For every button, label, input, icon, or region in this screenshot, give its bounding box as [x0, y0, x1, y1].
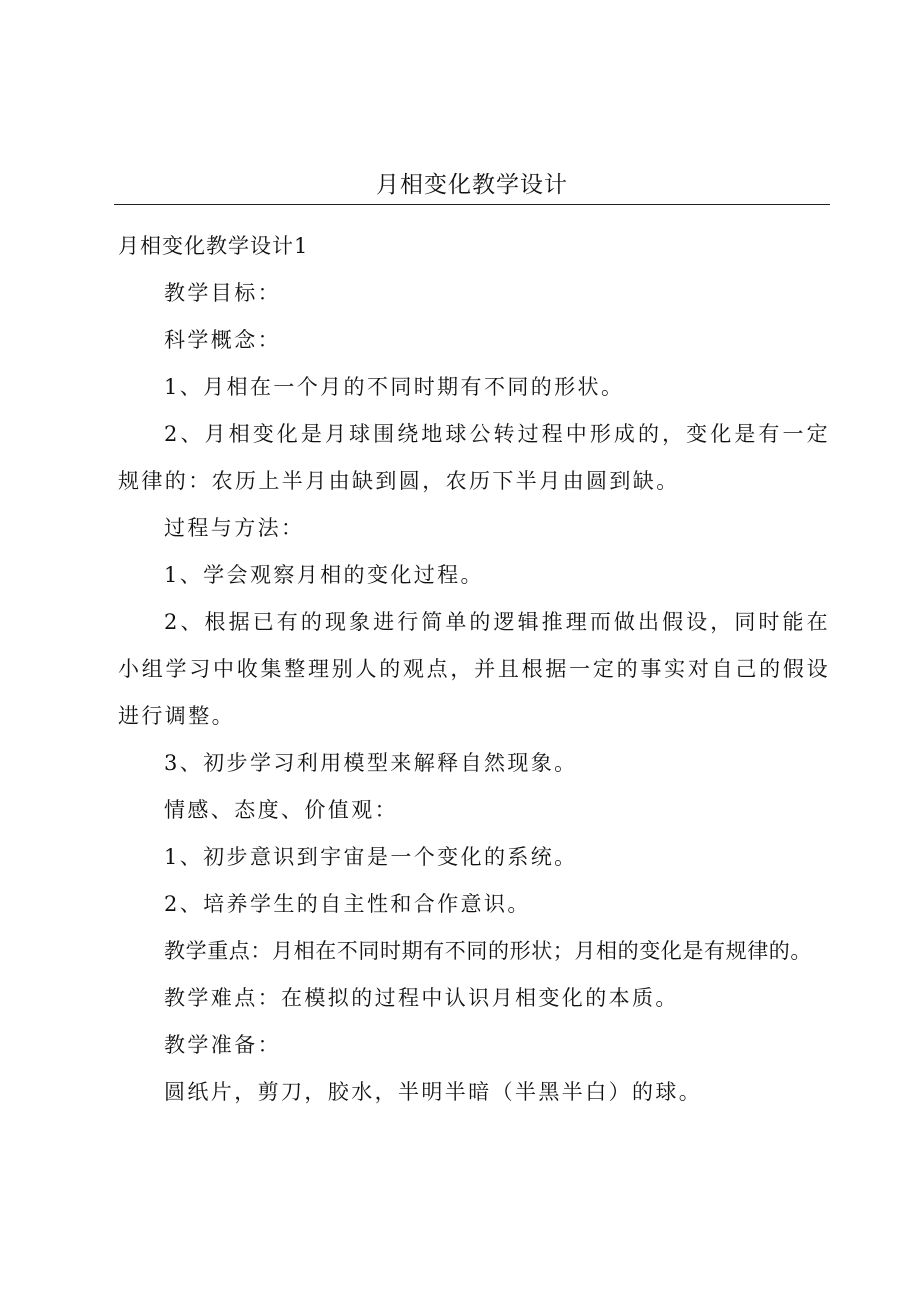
- paragraph-science-concepts: 科学概念：: [164, 328, 281, 352]
- paragraph-process-methods: 过程与方法：: [164, 516, 305, 540]
- paragraph-emotion-values: 情感、态度、价值观：: [164, 798, 398, 822]
- paragraph-method-1: 1、学会观察月相的变化过程。: [164, 563, 484, 587]
- document-body: [118, 223, 830, 1116]
- paragraph-concept-2: 2、月相变化是月球围绕地球公转过程中形成的，变化是有一定规律的：农历上半月由缺到圆，农历下半月由圆到缺。: [118, 422, 830, 493]
- paragraph-preparation: 教学准备：: [164, 1033, 281, 1057]
- title-divider: [114, 204, 830, 205]
- paragraph-materials: 圆纸片，剪刀，胶水，半明半暗（半黑半白）的球。: [164, 1080, 703, 1104]
- paragraph-method-3: 3、初步学习利用模型来解释自然现象。: [164, 751, 578, 775]
- document-title: 月相变化教学设计: [376, 172, 568, 198]
- paragraph-method-2: 2、根据已有的现象进行简单的逻辑推理而做出假设，同时能在小组学习中收集整理别人的观点，并且根据一定的事实对自己的假设进行调整。: [118, 610, 830, 728]
- paragraph-key-points: 教学重点：月相在不同时期有不同的形状；月相的变化是有规律的。: [164, 939, 812, 963]
- paragraph-emotion-1: 1、初步意识到宇宙是一个变化的系统。: [164, 845, 578, 869]
- paragraph-emotion-2: 2、培养学生的自主性和合作意识。: [164, 892, 531, 916]
- paragraph-teaching-goals: 教学目标：: [164, 281, 281, 305]
- paragraph-difficulties: 教学难点：在模拟的过程中认识月相变化的本质。: [164, 986, 679, 1010]
- paragraph-concept-1: 1、月相在一个月的不同时期有不同的形状。: [164, 375, 625, 399]
- section-title: 月相变化教学设计1: [118, 234, 309, 258]
